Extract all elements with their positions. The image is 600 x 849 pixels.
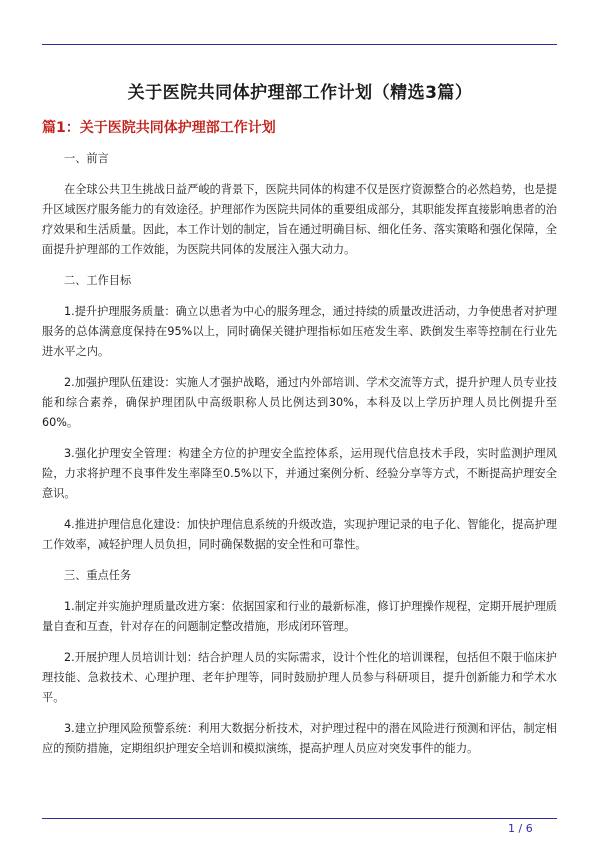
document-title: 关于医院共同体护理部工作计划（精选3篇） <box>127 83 473 103</box>
document-body <box>42 149 557 770</box>
footer-rule <box>42 818 557 819</box>
section-heading: 二、工作目标 <box>64 274 132 287</box>
section-title: 篇1：关于医院共同体护理部工作计划 <box>42 120 276 136</box>
body-paragraph: 在全球公共卫生挑战日益严峻的背景下，医院共同体的构建不仅是医疗资源整合的必然趋势，也是提升区域医疗服务能力的有效途径。护理部作为医院共同体的重要组成部分，其职能发挥直接影响患者的治疗效果和生活质量。因此，本工作计划的制定，旨在通过明确目标、细化任务、落实策略和强化保障，全面提升护理部的工作效能，为医院共同体的发展注入强大动力。 <box>42 183 557 256</box>
body-paragraph: 2.加强护理队伍建设：实施人才强护战略，通过内外部培训、学术交流等方式，提升护理人员专业技能和综合素养，确保护理团队中高级职称人员比例达到30%，本科及以上学历护理人员比例提升至60%。 <box>42 376 557 429</box>
section-heading: 一、前言 <box>64 152 109 165</box>
body-paragraph: 3.建立护理风险预警系统：利用大数据分析技术，对护理过程中的潜在风险进行预测和评估，制定相应的预防措施，定期组织护理安全培训和模拟演练，提高护理人员应对突发事件的能力。 <box>42 722 557 755</box>
header-rule <box>42 44 557 45</box>
body-paragraph: 1.提升护理服务质量：确立以患者为中心的服务理念，通过持续的质量改进活动，力争使患者对护理服务的总体满意度保持在95%以上，同时确保关键护理指标如压疮发生率、跌倒发生率等控制在行业先进水平之内。 <box>42 305 557 358</box>
page-number: 1 / 6 <box>508 822 533 835</box>
body-paragraph: 4.推进护理信息化建设：加快护理信息系统的升级改造，实现护理记录的电子化、智能化，提高护理工作效率，减轻护理人员负担，同时确保数据的安全性和可靠性。 <box>42 518 557 551</box>
section-heading: 三、重点任务 <box>64 569 132 582</box>
body-paragraph: 2.开展护理人员培训计划：结合护理人员的实际需求，设计个性化的培训课程，包括但不限于临床护理技能、急救技术、心理护理、老年护理等，同时鼓励护理人员参与科研项目，提升创新能力和学术水平。 <box>42 651 557 704</box>
body-paragraph: 3.强化护理安全管理：构建全方位的护理安全监控体系，运用现代信息技术手段，实时监测护理风险，力求将护理不良事件发生率降至0.5%以下，并通过案例分析、经验分享等方式，不断提高护理安全意识。 <box>42 447 557 500</box>
body-paragraph: 1.制定并实施护理质量改进方案：依据国家和行业的最新标准，修订护理操作规程，定期开展护理质量自查和互查，针对存在的问题制定整改措施，形成闭环管理。 <box>42 600 557 633</box>
